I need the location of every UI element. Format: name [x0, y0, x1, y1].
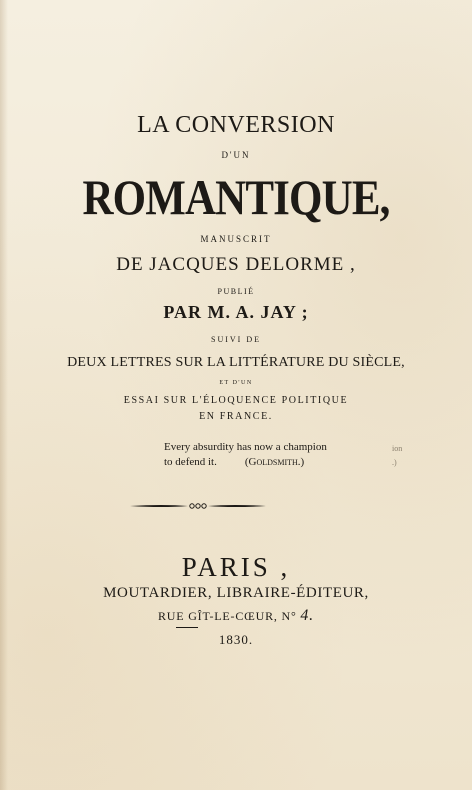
- essay-title: ESSAI SUR L'ÉLOQUENCE POLITIQUE: [123, 395, 349, 406]
- followed-by-label: SUIVI DE: [211, 335, 261, 344]
- manuscript-label: MANUSCRIT: [200, 234, 272, 244]
- epigraph-line-1: Every absurdity has now a champion: [164, 441, 327, 453]
- epigraph-source: (Goldsmith.): [244, 456, 305, 468]
- main-title: ROMANTIQUE,: [82, 169, 390, 225]
- epigraph: [164, 440, 364, 470]
- letters-title: DEUX LETTRES SUR LA LITTÉRATURE DU SIÈCLE,: [67, 355, 405, 370]
- essay-place: EN FRANCE.: [199, 411, 273, 422]
- bleed-through-text: [392, 442, 402, 470]
- imprint-address: [0, 607, 472, 625]
- manuscript-author: DE JACQUES DELORME ,: [116, 254, 356, 275]
- imprint-city: PARIS ,: [181, 552, 291, 582]
- publisher-name: PAR M. A. JAY ;: [163, 302, 309, 322]
- imprint-year: 1830.: [218, 632, 254, 647]
- ornament-divider: [128, 500, 268, 512]
- imprint-publisher: MOUTARDIER, LIBRAIRE-ÉDITEUR,: [103, 585, 369, 601]
- imprint-street: RUE GÎT-LE-CŒUR, N°: [158, 609, 297, 623]
- title-line-1: LA CONVERSION: [137, 112, 335, 138]
- bleed-through-line-2: .): [392, 458, 397, 467]
- epigraph-line-2: to defend it.: [164, 456, 217, 468]
- bleed-through-line-1: ion: [392, 444, 403, 453]
- title-line-2: D'UN: [221, 150, 251, 160]
- and-label: ET D'UN: [219, 380, 253, 386]
- imprint-number: 4.: [300, 607, 314, 624]
- imprint-rule: [176, 627, 198, 628]
- published-label: PUBLIÉ: [217, 287, 255, 296]
